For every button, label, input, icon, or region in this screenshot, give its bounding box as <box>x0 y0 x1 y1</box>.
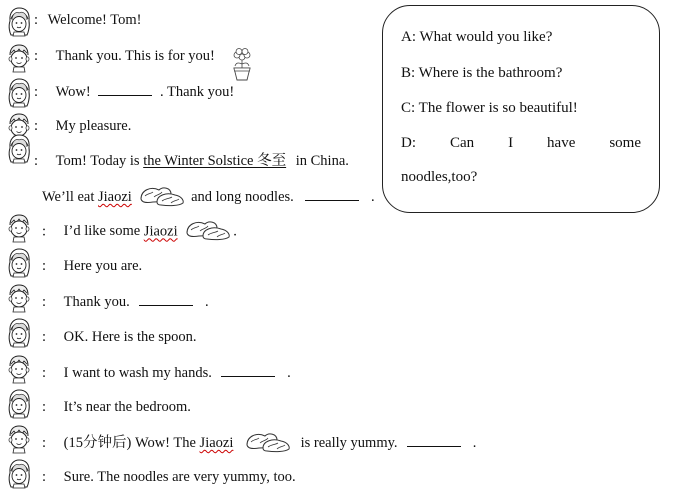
line-text: . <box>472 435 477 451</box>
line-text: Thank you. <box>63 294 130 310</box>
option-a: A: What would you like? <box>401 29 553 45</box>
colon: : <box>42 399 47 415</box>
option-d-word: I <box>508 135 514 151</box>
dialogue-line-3 <box>34 82 234 101</box>
line-text: in China. <box>292 153 349 169</box>
line-text: and long noodles. <box>187 189 294 205</box>
line-text: Tom! Today is <box>55 153 144 169</box>
line-text: Here you are. <box>63 258 143 274</box>
line-text: (15分钟后) Wow! The <box>63 435 200 451</box>
boy-speaker-icon <box>6 424 32 454</box>
answer-blank[interactable] <box>407 433 461 447</box>
colon: : <box>42 294 47 310</box>
girl-speaker-icon <box>6 78 32 108</box>
option-d-word: Can <box>449 135 475 151</box>
dialogue-line-7 <box>42 222 237 242</box>
line-text: We’ll eat <box>42 189 98 205</box>
girl-speaker-icon <box>6 7 32 37</box>
line-text: Sure. The noodles are very yummy, too. <box>63 469 296 485</box>
option-d-word: have <box>547 135 576 151</box>
dialogue-line-11 <box>42 363 291 382</box>
option-d-word: D: <box>401 135 416 151</box>
boy-speaker-icon <box>6 354 32 384</box>
dumplings-icon <box>245 428 291 454</box>
colon: : <box>34 48 39 64</box>
answer-blank[interactable] <box>98 82 152 96</box>
colon: : <box>34 12 39 28</box>
line-text: My pleasure. <box>55 118 132 134</box>
colon: : <box>42 365 47 381</box>
line-text: . <box>287 365 291 381</box>
line-text: OK. Here is the spoon. <box>63 329 197 345</box>
answer-blank[interactable] <box>139 292 193 306</box>
colon: : <box>34 118 39 134</box>
dialogue-line-2 <box>34 47 215 65</box>
answer-blank[interactable] <box>221 363 275 377</box>
dumplings-icon <box>185 216 231 242</box>
jiaozi-word: Jiaozi <box>98 189 132 205</box>
potted-flower-icon <box>228 48 256 82</box>
boy-speaker-icon <box>6 283 32 313</box>
line-text: Wow! <box>55 84 91 100</box>
dialogue-line-4 <box>34 117 131 135</box>
line-text: is really yummy. <box>297 435 398 451</box>
jiaozi-word: Jiaozi <box>199 435 234 451</box>
option-c: C: The flower is so beautiful! <box>401 100 578 116</box>
option-d-word: some <box>609 135 641 151</box>
option-d <box>401 135 641 186</box>
dialogue-line-8 <box>42 257 142 275</box>
dialogue-line-1 <box>34 11 141 29</box>
colon: : <box>42 469 47 485</box>
colon: : <box>42 258 47 274</box>
options-box <box>382 5 660 213</box>
girl-speaker-icon <box>6 248 32 278</box>
dialogue-line-14 <box>42 468 296 486</box>
girl-speaker-icon <box>6 459 32 489</box>
line-text: . Thank you! <box>159 84 235 100</box>
jiaozi-word: Jiaozi <box>143 223 178 240</box>
line-text: It’s near the bedroom. <box>63 399 191 415</box>
option-d-line-1 <box>401 135 641 152</box>
boy-speaker-icon <box>6 43 32 73</box>
winter-solstice-phrase: the Winter Solstice 冬至 <box>143 153 287 169</box>
colon: : <box>42 329 47 345</box>
answer-blank[interactable] <box>305 187 359 201</box>
dialogue-line-13 <box>42 433 476 454</box>
colon: : <box>42 223 47 240</box>
line-text: I’d like some <box>63 223 144 240</box>
dialogue-line-5 <box>34 152 349 170</box>
girl-speaker-icon <box>6 389 32 419</box>
line-text: Welcome! Tom! <box>47 12 142 28</box>
line-text: . <box>204 294 209 310</box>
girl-speaker-icon <box>6 134 32 164</box>
dialogue-line-12 <box>42 398 191 416</box>
line-text: . <box>371 189 375 205</box>
option-b: B: Where is the bathroom? <box>401 65 563 81</box>
option-d-line-2: noodles,too? <box>401 169 478 185</box>
line-text: Thank you. This is for you! <box>55 48 215 64</box>
line-text: . <box>233 223 237 240</box>
colon: : <box>34 153 39 169</box>
dialogue-line-6 <box>42 187 375 208</box>
line-text: I want to wash my hands. <box>63 365 212 381</box>
colon: : <box>42 435 47 451</box>
dialogue-line-9 <box>42 292 209 311</box>
dumplings-icon <box>139 182 185 208</box>
dialogue-line-10 <box>42 328 197 346</box>
boy-speaker-icon <box>6 213 32 243</box>
girl-speaker-icon <box>6 318 32 348</box>
colon: : <box>34 84 39 100</box>
